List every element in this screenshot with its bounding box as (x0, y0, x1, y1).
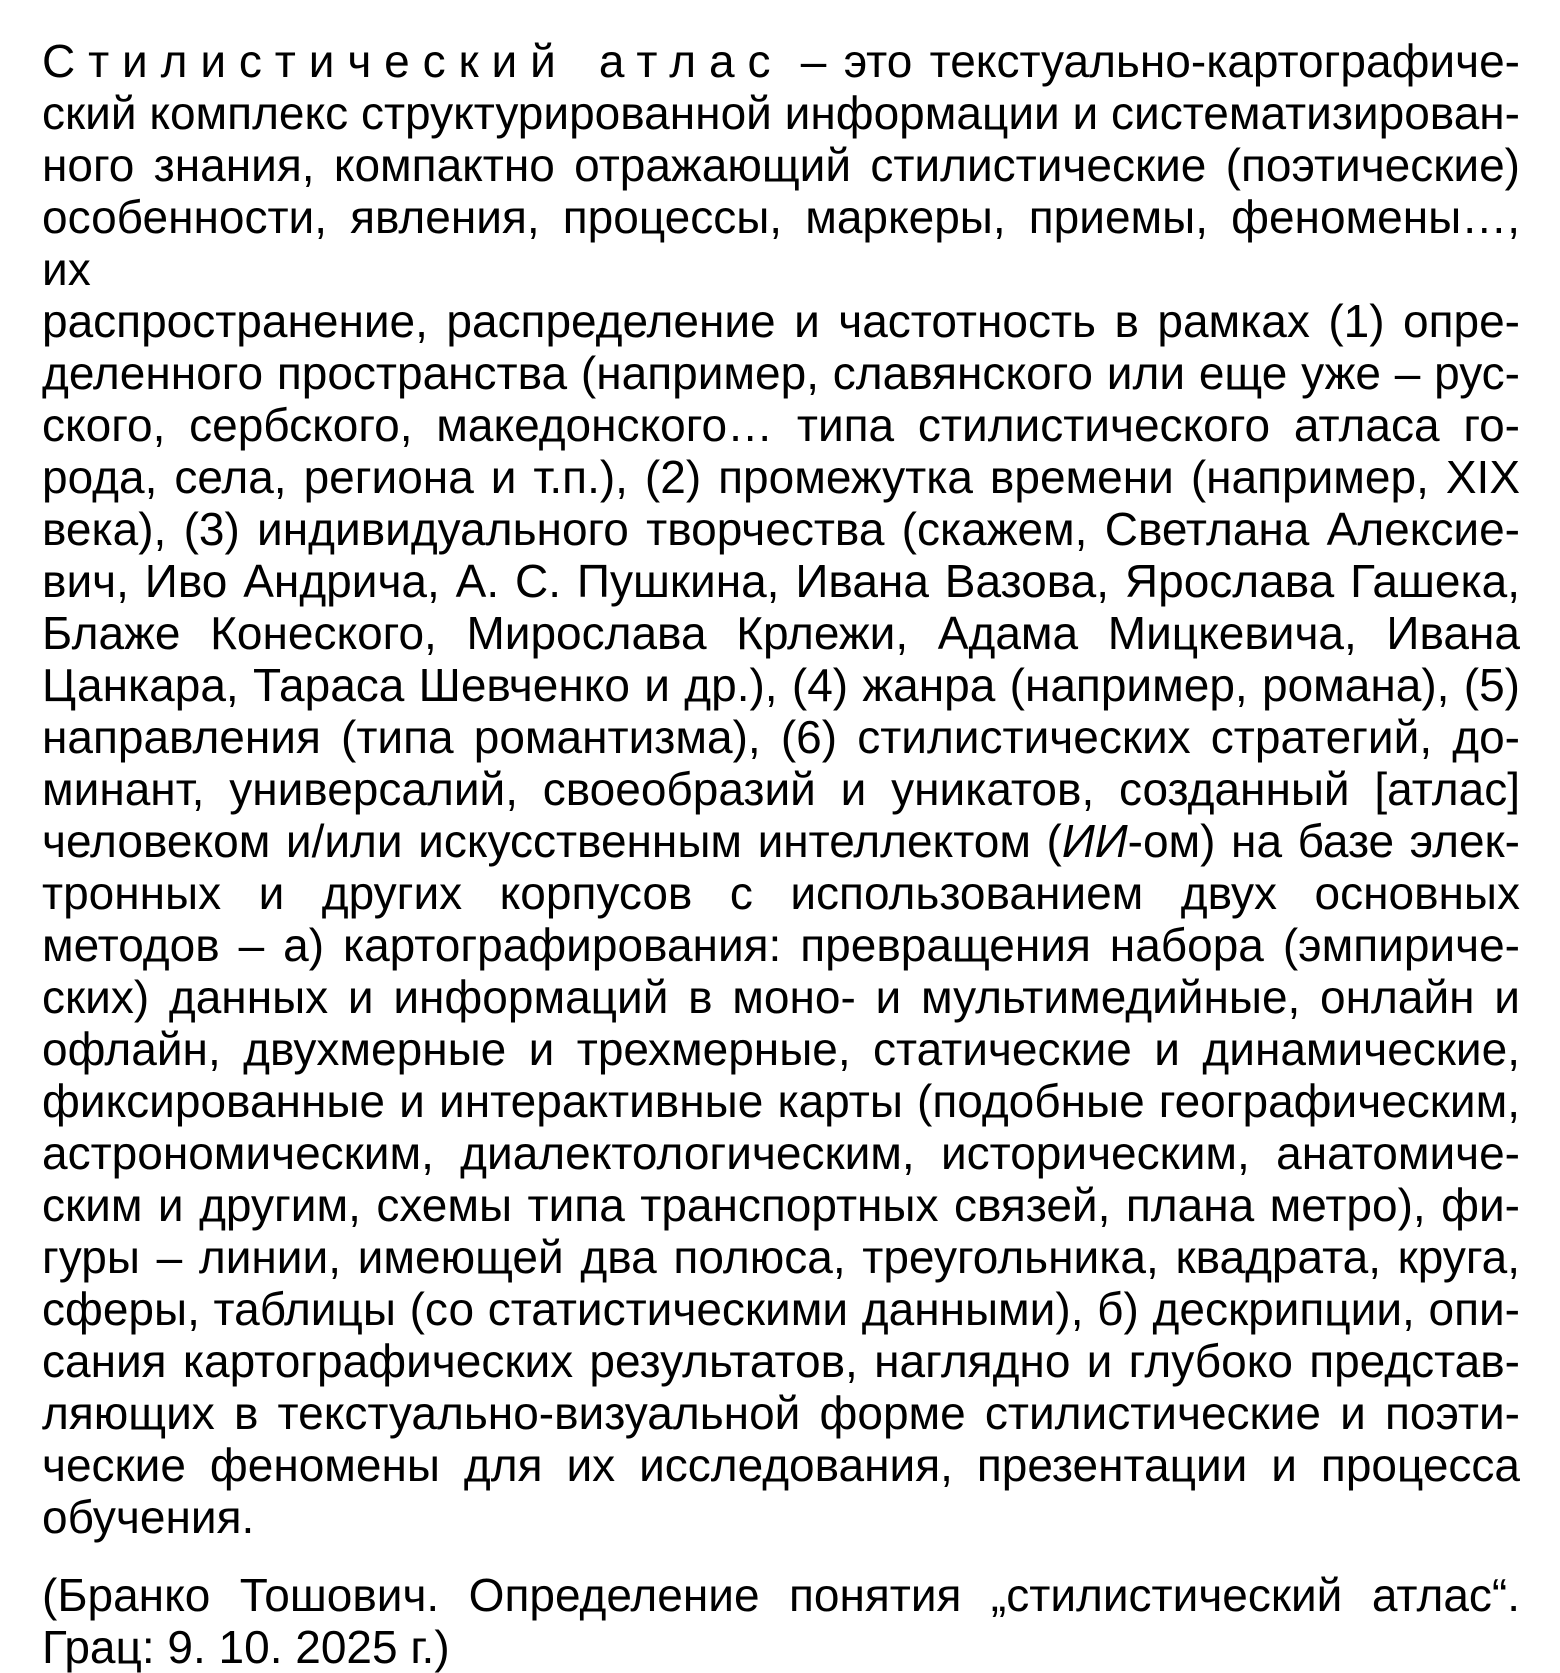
definition-line (42, 1491, 1520, 1543)
definition-line (42, 1179, 1520, 1231)
definition-line (42, 711, 1520, 763)
text-segment: особенности, явления, процессы, маркеры, приемы, феномены…, их (42, 191, 1520, 295)
definition-line (42, 1335, 1520, 1387)
definition-line (42, 451, 1520, 503)
text-segment: вич, Иво Андрича, А. С. Пушкина, Ивана Вазова, Ярослава Гашека, (42, 555, 1520, 607)
text-segment: офлайн, двухмерные и трехмерные, статические и динамические, (42, 1023, 1520, 1075)
definition-line (42, 191, 1520, 295)
text-segment: деленного пространства (например, славянского или еще уже – рус- (42, 347, 1520, 399)
citation-paragraph (42, 1569, 1520, 1673)
text-segment: века), (3) индивидуального творчества (скажем, Светлана Алексие- (42, 503, 1520, 555)
definition-line (42, 1439, 1520, 1491)
definition-line (42, 1387, 1520, 1439)
text-segment: -ом) на базе элек- (1127, 815, 1520, 867)
text-segment: ного знания, компактно отражающий стилистические (поэтические) (42, 139, 1520, 191)
text-segment: (Бранко Тошович. Определение понятия „стилистический атлас“. (42, 1569, 1520, 1621)
definition-line (42, 1231, 1520, 1283)
text-segment: ляющих в текстуально-визуальной форме стилистические и поэти- (42, 1387, 1520, 1439)
text-segment: Цанкара, Тараса Шевченко и др.), (4) жанра (например, романа), (5) (42, 659, 1520, 711)
definition-line (42, 139, 1520, 191)
definition-line (42, 1127, 1520, 1179)
definition-line (42, 1075, 1520, 1127)
definition-line (42, 971, 1520, 1023)
italic-segment: ИИ (1061, 815, 1128, 867)
definition-line (42, 763, 1520, 815)
definition-line (42, 1283, 1520, 1335)
text-segment: направления (типа романтизма), (6) стилистических стратегий, до- (42, 711, 1520, 763)
definition-line (42, 867, 1520, 919)
definition-line (42, 1023, 1520, 1075)
citation-line (42, 1569, 1520, 1621)
text-segment: ским и другим, схемы типа транспортных связей, плана метро), фи- (42, 1179, 1520, 1231)
definition-line (42, 607, 1520, 659)
definition-line (42, 919, 1520, 971)
text-segment: рода, села, региона и т.п.), (2) промежутка времени (например, XIX (42, 451, 1520, 503)
text-segment: ского, сербского, македонского… типа стилистического атласа го- (42, 399, 1520, 451)
text-segment: сферы, таблицы (со статистическими данными), б) дескрипции, опи- (42, 1283, 1520, 1335)
citation-line (42, 1621, 1520, 1673)
text-segment: распространение, распределение и частотность в рамках (1) опре- (42, 295, 1520, 347)
text-segment: ских) данных и информаций в моно- и мультимедийные, онлайн и (42, 971, 1520, 1023)
definition-line (42, 399, 1520, 451)
definition-line (42, 347, 1520, 399)
definition-line (42, 295, 1520, 347)
text-segment: минант, универсалий, своеобразий и уникатов, созданный [атлас] (42, 763, 1520, 815)
text-segment: методов – а) картографирования: превращения набора (эмпириче- (42, 919, 1520, 971)
text-segment: ский комплекс структурированной информации и систематизирован- (42, 87, 1520, 139)
definition-paragraph (42, 35, 1520, 1543)
definition-line (42, 659, 1520, 711)
text-segment: астрономическим, диалектологическим, историческим, анатомиче- (42, 1127, 1520, 1179)
text-segment: – это текстуально-картографиче- (783, 35, 1520, 87)
definition-line (42, 35, 1520, 87)
definition-line (42, 555, 1520, 607)
text-segment: обучения. (42, 1491, 255, 1543)
text-segment: гуры – линии, имеющей два полюса, треугольника, квадрата, круга, (42, 1231, 1520, 1283)
definition-line (42, 87, 1520, 139)
term-letterspaced: Стилистический атлас (42, 35, 784, 87)
text-segment: Грац: 9. 10. 2025 г.) (42, 1621, 450, 1673)
text-segment: сания картографических результатов, наглядно и глубоко представ- (42, 1335, 1520, 1387)
definition-line (42, 503, 1520, 555)
text-segment: ческие феномены для их исследования, презентации и процесса (42, 1439, 1520, 1491)
text-segment: тронных и других корпусов с использованием двух основных (42, 867, 1520, 919)
definition-line (42, 815, 1520, 867)
text-segment: человеком и/или искусственным интеллектом ( (42, 815, 1062, 867)
text-segment: фиксированные и интерактивные карты (подобные географическим, (42, 1075, 1520, 1127)
text-segment: Блаже Конеского, Мирослава Крлежи, Адама Мицкевича, Ивана (42, 607, 1520, 659)
